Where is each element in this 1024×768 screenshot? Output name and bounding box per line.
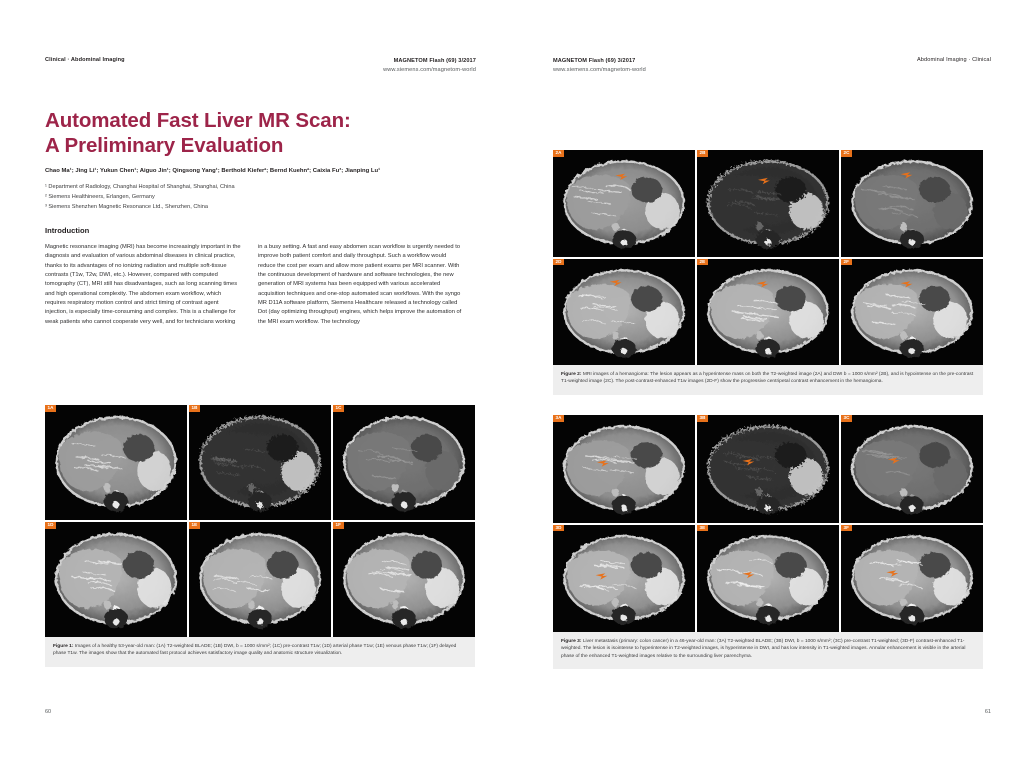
running-head-right-text: Abdominal Imaging · Clinical — [916, 57, 991, 63]
panel-label-badge: 3F — [841, 525, 852, 532]
running-head-right-section — [917, 57, 991, 63]
figure-panel — [189, 405, 331, 520]
figure-panel — [697, 259, 839, 366]
panel-label-badge: 2D — [553, 259, 564, 266]
figure-2-caption-label: Figure 2: — [561, 372, 582, 377]
body-column-1 — [45, 243, 242, 327]
figure-panel — [553, 150, 695, 257]
mri-scan-image — [189, 405, 331, 520]
figure-panel — [697, 415, 839, 523]
running-head-right-issue — [553, 57, 646, 74]
figure-panel — [841, 150, 983, 257]
figure-panel — [45, 522, 187, 637]
panel-label-badge: 3C — [841, 415, 852, 422]
figure-1-caption-label: Figure 1: — [53, 644, 74, 649]
panel-label-badge: 1B — [189, 405, 200, 412]
mri-scan-image — [333, 405, 475, 520]
figure-3 — [553, 415, 983, 669]
panel-label-badge: 1F — [333, 522, 344, 529]
figure-1-caption — [45, 637, 475, 667]
panel-label-badge: 1D — [45, 522, 56, 529]
panel-label-badge: 2B — [697, 150, 708, 157]
figure-panel — [553, 415, 695, 523]
mri-scan-image — [697, 259, 839, 366]
running-head-url-line: www.siemens.com/magnetom-world — [383, 66, 476, 73]
page-title-line-1: Automated Fast Liver MR Scan: — [45, 109, 351, 132]
page-title — [45, 108, 475, 159]
mri-scan-image — [697, 525, 839, 633]
figure-1-image-grid — [45, 405, 475, 637]
mri-scan-image — [553, 259, 695, 366]
body-paragraph: Magnetic resonance imaging (MRI) has become increasingly important in the diagnosis and evaluation of various abdominal diseases in clinical practice, thanks to its advantages of no ionizing radiation and multiple soft-tissue contrasts (T1w, T2w, DWI, etc.). However, compared with computed tomography (CT), MRI still has disadvantages, such as long scanning times and high operational complexity. The abdomen exam workflow, which requires respiratory motion control and strict timing of contrast agent injection, is especially time-consuming and complex. This is a challenge for weak patients who cannot cooperate very well, and for technicians working — [45, 244, 241, 325]
figure-3-caption-text: Liver metastasis (primary: colon cancer) in a 46-year-old man: (3A) T2-weighted BLADE; (3B) DWI, b = 1000 s/mm²; (3C) pre-contrast T1-weighted; (3D-F) contrast-enhanced T1-weighted. The lesion is isointense to hyperintense in T2-weighted images, is hyperintense in DWI, and has low intensity in T1-weighted images. Annular enhancement is visible in the arterial phase of the enhanced T1-weighted images relative to the surrounding liver parenchyma. — [561, 639, 966, 659]
panel-label-badge: 3B — [697, 415, 708, 422]
author-list: Chao Ma¹; Jing Li¹; Yukun Chen¹; Aiguo Jin¹; Qingsong Yang¹; Berthold Kiefer²; Bernd Kuehn²; Caixia Fu³; Jianping Lu¹ — [45, 168, 381, 174]
body-column-2 — [258, 243, 463, 327]
figure-3-caption-label: Figure 3: — [561, 639, 582, 644]
figure-2 — [553, 150, 983, 395]
figure-1 — [45, 405, 475, 667]
folio-right: 61 — [984, 709, 991, 715]
mri-scan-image — [841, 259, 983, 366]
mri-scan-image — [45, 405, 187, 520]
figure-panel — [553, 525, 695, 633]
mri-scan-image — [189, 522, 331, 637]
mri-scan-image — [553, 415, 695, 523]
figure-1-caption-text: Images of a healthy 53-year-old man: (1A) T2-weighted BLADE; (1B) DWI, b = 1000 s/mm²; (1C) pre-contrast T1w; (1D) arterial phase T1w; (1E) venous phase T1w; (1F) delayed phase T1w. The images show that the automated fast protocol achieves satisfactory image quality and anatomic structure visualization. — [53, 644, 457, 657]
figure-panel — [841, 415, 983, 523]
page-right — [512, 0, 1024, 768]
folio-left: 60 — [45, 709, 52, 715]
mri-scan-image — [697, 150, 839, 257]
mri-scan-image — [333, 522, 475, 637]
mri-scan-image — [553, 525, 695, 633]
affiliation-item: ² Siemens Healthineers, Erlangen, Germany — [45, 194, 155, 201]
figure-panel — [697, 150, 839, 257]
mri-scan-image — [45, 522, 187, 637]
page-title-line-2: A Preliminary Evaluation — [45, 134, 284, 158]
section-heading-introduction: Introduction — [45, 226, 90, 235]
mri-scan-image — [841, 415, 983, 523]
figure-panel — [189, 522, 331, 637]
running-head-issue-line: MAGNETOM Flash (69) 3/2017 — [553, 58, 636, 64]
figure-3-image-grid — [553, 415, 983, 632]
figure-2-caption-text: MRI images of a hemangioma: The lesion appears as a hyperintense mass on both the T2-weighted image (2A) and DWI b = 1000 s/mm² (2B), and is hypointense on the pre-contrast T1-weighted image (2C). The post-contrast-enhanced T1w images (2D-F) show the progressive centripetal contrast enhancement in the hemangioma. — [561, 372, 974, 385]
panel-label-badge: 2A — [553, 150, 564, 157]
figure-panel — [697, 525, 839, 633]
panel-label-badge: 2C — [841, 150, 852, 157]
affiliation-item: ¹ Department of Radiology, Changhai Hospital of Shanghai, Shanghai, China — [45, 184, 235, 190]
mri-scan-image — [553, 150, 695, 257]
figure-2-image-grid — [553, 150, 983, 365]
panel-label-badge: 3A — [553, 415, 564, 422]
panel-label-badge: 2F — [841, 259, 852, 266]
mri-scan-image — [841, 150, 983, 257]
panel-label-badge: 1A — [45, 405, 56, 412]
running-head-left-issue — [383, 57, 476, 74]
running-head-left-section: Clinical · Abdominal Imaging — [45, 57, 125, 63]
running-head-issue-line: MAGNETOM Flash (69) 3/2017 — [393, 58, 476, 64]
figure-panel — [841, 259, 983, 366]
figure-panel — [333, 522, 475, 637]
running-head-url-line: www.siemens.com/magnetom-world — [553, 66, 646, 73]
mri-scan-image — [841, 525, 983, 633]
figure-panel — [841, 525, 983, 633]
panel-label-badge: 2E — [697, 259, 708, 266]
mri-scan-image — [697, 415, 839, 523]
panel-label-badge: 1E — [189, 522, 200, 529]
figure-panel — [333, 405, 475, 520]
figure-panel — [45, 405, 187, 520]
panel-label-badge: 1C — [333, 405, 344, 412]
body-paragraph: in a busy setting. A fast and easy abdomen scan workflow is urgently needed to improve both patient comfort and daily throughput. Such a workflow would reduce the cost per exam and allow more patient exams per MRI scanner. With the continuous development of hardware and software technologies, the new generation of MRI systems has been equipped with various accelerated acquisition techniques and one-stop automated scan workflows. With the syngo MR D11A software platform, Siemens Healthcare released a technology called Dot (day optimizing throughput) engines, which helps improve the automation of the MRI exam workflow. The technology — [258, 244, 462, 325]
panel-label-badge: 3E — [697, 525, 708, 532]
affiliation-item: ³ Siemens Shenzhen Magnetic Resonance Ltd., Shenzhen, China — [45, 204, 208, 211]
figure-2-caption — [553, 365, 983, 395]
figure-3-caption — [553, 632, 983, 669]
figure-panel — [553, 259, 695, 366]
panel-label-badge: 3D — [553, 525, 564, 532]
affiliation-list — [45, 182, 475, 213]
